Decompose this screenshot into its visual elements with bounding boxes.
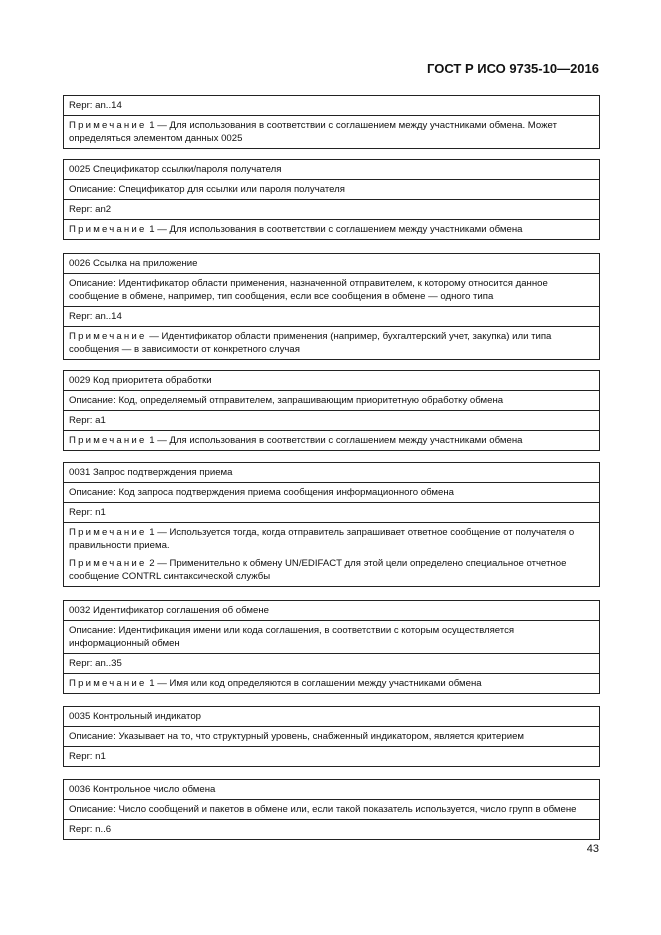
repr-row: Repr: an..14 — [64, 307, 599, 327]
data-element-table — [63, 95, 600, 149]
note-row: Примечание 1 — Имя или код определяются в соглашении между участниками обмена — [64, 674, 599, 694]
description-row: Описание: Идентификация имени или кода соглашения, в соответствии с которым осуществляется информационный обмен — [64, 621, 599, 654]
repr-row: Repr: n1 — [64, 747, 599, 767]
note-label: Примечание — [69, 331, 147, 342]
page-number: 43 — [586, 843, 599, 855]
note-label: Примечание — [69, 558, 147, 569]
note-label: Примечание — [69, 435, 147, 446]
data-element-table — [63, 159, 600, 240]
data-element-table — [63, 370, 600, 451]
element-title-row: 0032 Идентификатор соглашения об обмене — [64, 601, 599, 621]
note-row: Примечание 1 — Используется тогда, когда отправитель запрашивает ответное сообщение от получателя о правильности приема. Примечание 2 — Применительно к обмену UN/EDIFACT для этой цели определено специальное отчетное сообщение CONTRL синтаксической службы — [64, 523, 599, 587]
note-label: Примечание — [69, 224, 147, 235]
note-row: Примечание — Идентификатор области применения (например, бухгалтерский учет, закупка) или типа сообщения — в зависимости от конкретного случая — [64, 327, 599, 360]
data-element-table — [63, 462, 600, 587]
element-title-row: 0031 Запрос подтверждения приема — [64, 463, 599, 483]
element-title-row: 0026 Ссылка на приложение — [64, 254, 599, 274]
element-title-row: 0035 Контрольный индикатор — [64, 707, 599, 727]
repr-row: Repr: a1 — [64, 411, 599, 431]
note-label: Примечание — [69, 120, 147, 131]
data-element-table — [63, 600, 600, 694]
note-row: Примечание 1 — Для использования в соответствии с соглашением между участниками обмена. Может определяться элементом данных 0025 — [64, 116, 599, 149]
note-label: Примечание — [69, 527, 147, 538]
description-row: Описание: Код запроса подтверждения приема сообщения информационного обмена — [64, 483, 599, 503]
note-row: Примечание 1 — Для использования в соответствии с соглашением между участниками обмена — [64, 220, 599, 240]
repr-row: Repr: n..6 — [64, 820, 599, 840]
data-element-table — [63, 779, 600, 840]
description-row: Описание: Указывает на то, что структурный уровень, снабженный индикатором, является критерием — [64, 727, 599, 747]
description-row: Описание: Идентификатор области применения, назначенной отправителем, к которому относится данное сообщение в обмене, например, тип сообщения, если все сообщения в обмене — одного типа — [64, 274, 599, 307]
description-row: Описание: Число сообщений и пакетов в обмене или, если такой показатель используется, число групп в обмене — [64, 800, 599, 820]
description-row: Описание: Код, определяемый отправителем, запрашивающим приоритетную обработку обмена — [64, 391, 599, 411]
note-row: Примечание 1 — Для использования в соответствии с соглашением между участниками обмена — [64, 431, 599, 451]
note-label: Примечание — [69, 678, 147, 689]
data-element-table — [63, 706, 600, 767]
repr-row: Repr: n1 — [64, 503, 599, 523]
document-header: ГОСТ Р ИСО 9735-10—2016 — [427, 61, 599, 76]
element-title-row: 0036 Контрольное число обмена — [64, 780, 599, 800]
repr-row: Repr: an..14 — [64, 96, 599, 116]
description-row: Описание: Спецификатор для ссылки или пароля получателя — [64, 180, 599, 200]
repr-row: Repr: an2 — [64, 200, 599, 220]
repr-row: Repr: an..35 — [64, 654, 599, 674]
element-title-row: 0025 Спецификатор ссылки/пароля получателя — [64, 160, 599, 180]
data-element-table — [63, 253, 600, 360]
element-title-row: 0029 Код приоритета обработки — [64, 371, 599, 391]
